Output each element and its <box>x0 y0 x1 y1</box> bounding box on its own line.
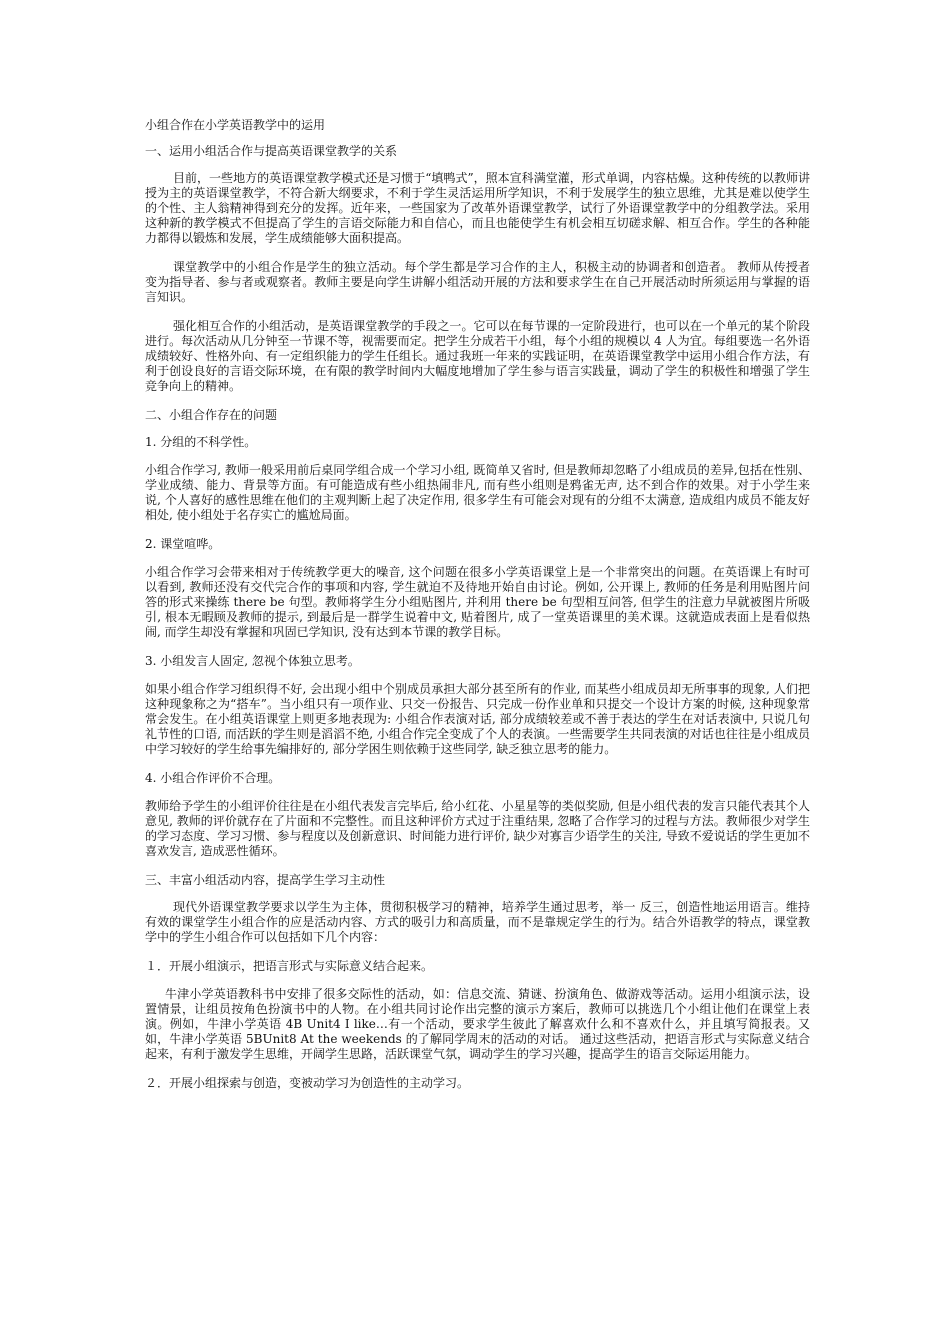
document-page <box>145 118 810 1104</box>
section-1-paragraph-2: 课堂教学中的小组合作是学生的独立活动。每个学生都是学习合作的主人，积极主动的协调者和创造者。 教师从传授者变为指导者、参与者或观察者。教师主要是向学生讲解小组活动开展的方法和要求学生在自己开展活动时所须运用与掌握的语言知识。 <box>145 260 810 304</box>
section-2-item-3-title: 3. 小组发言人固定, 忽视个体独立思考。 <box>145 654 360 668</box>
section-3-item-2-title: ２．开展小组探索与创造，变被动学习为创造性的主动学习。 <box>145 1076 470 1090</box>
section-3-paragraph-1: 现代外语课堂教学要求以学生为主体，贯彻积极学习的精神，培养学生通过思考，举一 反三，创造性地运用语言。维持有效的课堂学生小组合作的应是活动内容、方式的吸引力和高质量，而不是靠规定学生的行为。结合外语教学的特点，课堂教学中的学生小组合作可以包括如下几个内容： <box>145 900 810 944</box>
section-2-item-2-title: 2. 课堂喧哗。 <box>145 537 221 551</box>
document-title: 小组合作在小学英语教学中的运用 <box>145 118 326 132</box>
section-2-item-4-title: 4. 小组合作评价不合理。 <box>145 771 281 785</box>
section-2-item-1-body: 小组合作学习, 教师一般采用前后桌同学组合成一个学习小组, 既简单又省时, 但是教师却忽略了小组成员的差异,包括在性别、学业成绩、能力、背景等方面。有可能造成有些小组热闹非凡, 而有些小组则是鸦雀无声, 达不到合作的效果。对于小学生来说, 个人喜好的感性思维在他们的主观判断上起了决定作用, 很多学生有可能会对现有的分组不太满意, 造成组内成员不能友好相处, 使小组处于名存实亡的尴尬局面。 <box>145 463 810 522</box>
section-2-heading: 二、小组合作存在的问题 <box>145 408 278 422</box>
section-1-heading: 一、运用小组活合作与提高英语课堂教学的关系 <box>145 144 398 158</box>
section-3-item-1-title: １．开展小组演示，把语言形式与实际意义结合起来。 <box>145 959 434 973</box>
section-2-item-1-title: 1. 分组的不科学性。 <box>145 435 257 449</box>
section-1-paragraph-3: 强化相互合作的小组活动，是英语课堂教学的手段之一。它可以在每节课的一定阶段进行，也可以在一个单元的某个阶段进行。每次活动从几分钟至一节课不等，视需要而定。把学生分成若干小组，每个小组的规模以 4 人为宜。每组要选一名外语成绩较好、性格外向、有一定组织能力的学生任组长。通过我班一年来的实践证明，在英语课堂教学中运用小组合作方法，有利于创设良好的言语交际环境，在有限的教学时间内大幅度地增加了学生参与语言实践量，调动了学生的积极性和增强了学生竞争向上的精神。 <box>145 319 810 393</box>
section-1-paragraph-1: 目前，一些地方的英语课堂教学模式还是习惯于“填鸭式”，照本宣科满堂灌，形式单调，内容枯燥。这种传统的以教师讲授为主的英语课堂教学，不符合新大纲要求，不利于学生灵活运用所学知识，不利于发展学生的独立思维，尤其是难以使学生的个性、主人翁精神得到充分的发挥。近年来，一些国家为了改革外语课堂教学，试行了外语课堂教学中的分组教学法。采用这种新的教学模式不但提高了学生的言语交际能力和自信心，而且也能使学生有机会相互切磋求解、相互合作。学生的各种能力都得以锻炼和发展，学生成绩能够大面积提高。 <box>145 171 810 245</box>
section-2-item-2-body: 小组合作学习会带来相对于传统教学更大的噪音, 这个问题在很多小学英语课堂上是一个非常突出的问题。在英语课上有时可以看到, 教师还没有交代完合作的事项和内容, 学生就迫不及待地开始自由讨论。例如, 公开课上, 教师的任务是利用贴图片问答的形式来操练 there be 句型。教师将学生分小组贴图片, 并利用 there be 句型相互问答, 但学生的注意力早就被图片所吸引, 根本无暇顾及教师的提示, 到最后是一群学生说着中文, 贴着图片, 成了一堂英语课里的美术课。这就造成表面上是看似热闹, 而学生却没有掌握和巩固已学知识, 没有达到本节课的教学目标。 <box>145 565 810 639</box>
section-2-item-3-body: 如果小组合作学习组织得不好, 会出现小组中个别成员承担大部分甚至所有的作业, 而某些小组成员却无所事事的现象, 人们把这种现象称之为“搭车”。当小组只有一项作业、只交一份报告、只完成一份作业单和只提交一个设计方案的时候, 这种现象常常会发生。在小组英语课堂上则更多地表现为: 小组合作表演对话, 部分成绩较差或不善于表达的学生在对话表演中, 只说几句礼节性的口语, 而活跃的学生则是滔滔不绝, 小组合作完全变成了个人的表演。一些需要学生共同表演的对话也往往是小组成员中学习较好的学生给事先编排好的, 部分学困生则依赖于这些同学, 缺乏独立思考的能力。 <box>145 682 810 756</box>
section-2-item-4-body: 教师给予学生的小组评价往往是在小组代表发言完毕后, 给小红花、小星星等的类似奖励, 但是小组代表的发言只能代表其个人意见, 教师的评价就存在了片面和不完整性。而且这种评价方式过于注重结果, 忽略了合作学习的过程与方法。教师很少对学生的学习态度、学习习惯、参与程度以及创新意识、时间能力进行评价, 缺少对寡言少语学生的关注, 导致不爱说话的学生更加不喜欢发言, 造成恶性循环。 <box>145 799 810 858</box>
section-3-heading: 三、丰富小组活动内容，提高学生学习主动性 <box>145 873 386 887</box>
section-3-item-1-body: 牛津小学英语教科书中安排了很多交际性的活动，如：信息交流、猜谜、扮演角色、做游戏等活动。运用小组演示法，设置情景，让组员按角色扮演书中的人物。在小组共同讨论作出完整的演示方案后，教师可以挑选几个小组让他们在课堂上表演。例如，牛津小学英语 4B Unit4 I like…有一个活动，要求学生彼此了解喜欢什么和不喜欢什么，并且填写简报表。又如，牛津小学英语 5BUnit8 At the weekends 的了解同学周末的活动的对话。 通过这些活动，把语言形式与实际意义结合起来，有利于激发学生思维，开阔学生思路，活跃课堂气氛，调动学生的学习兴趣，提高学生的语言交际运用能力。 <box>145 987 810 1061</box>
